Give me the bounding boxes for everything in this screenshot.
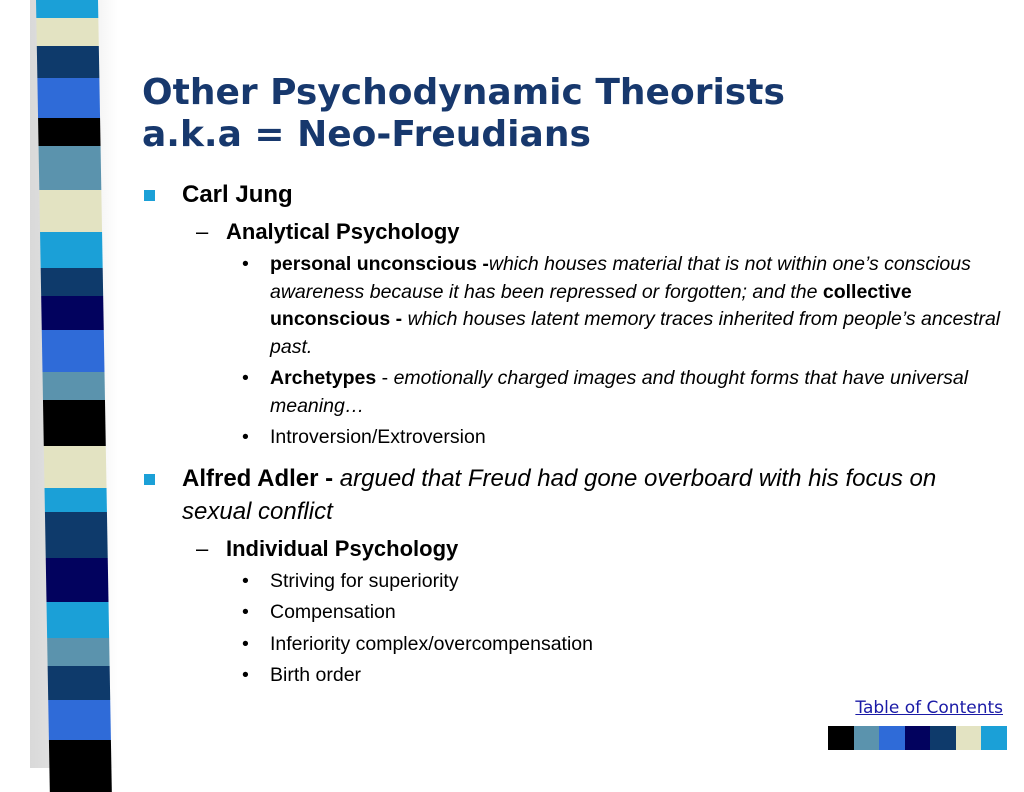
color-swatch bbox=[828, 726, 854, 750]
title-line-1: Other Psychodynamic Theorists bbox=[142, 72, 785, 113]
dash-bullet-icon: – bbox=[196, 219, 209, 244]
stripe-block bbox=[39, 190, 102, 232]
stripe-block bbox=[45, 512, 108, 558]
dot-bullet-icon: • bbox=[242, 664, 249, 686]
list-item bbox=[142, 631, 1002, 659]
archetypes-separator: - bbox=[376, 367, 394, 389]
point-unconscious bbox=[142, 251, 1002, 361]
archetypes-term: Archetypes bbox=[270, 367, 377, 389]
stripe-block bbox=[37, 46, 100, 78]
decorative-stripe bbox=[0, 0, 120, 768]
jung-name: Carl Jung bbox=[182, 181, 293, 208]
personal-unconscious-term: personal unconscious - bbox=[270, 253, 489, 275]
adler-theory: Individual Psychology bbox=[226, 535, 459, 561]
dash-bullet-icon: – bbox=[196, 535, 209, 561]
square-bullet-icon bbox=[144, 190, 155, 201]
stripe-block bbox=[42, 330, 105, 372]
list-item bbox=[142, 568, 1002, 596]
color-swatch bbox=[956, 726, 982, 750]
stripe-block bbox=[47, 638, 109, 666]
dot-bullet-icon: • bbox=[242, 601, 249, 623]
stripe-block bbox=[38, 118, 100, 146]
collective-unconscious-term: collective unconscious - bbox=[270, 280, 912, 330]
jung-theory: Analytical Psychology bbox=[226, 219, 460, 244]
dot-bullet-icon: • bbox=[242, 426, 249, 448]
dot-bullet-icon: • bbox=[242, 253, 249, 275]
personal-unconscious-desc: which houses material that is not within one’s conscious awareness because it has been repressed or forgotten; and the bbox=[270, 253, 971, 303]
adler-item-text: Birth order bbox=[270, 664, 362, 686]
color-swatch bbox=[930, 726, 956, 750]
bullet-alfred-adler bbox=[142, 462, 1002, 528]
adler-name: Alfred Adler - bbox=[182, 464, 340, 492]
stripe-block bbox=[43, 400, 106, 446]
introversion-text: Introversion/Extroversion bbox=[270, 426, 486, 448]
slide-title bbox=[142, 72, 785, 156]
bullet-carl-jung bbox=[142, 178, 1002, 211]
color-swatch bbox=[981, 726, 1007, 750]
stripe-block bbox=[49, 740, 112, 792]
adler-item-text: Compensation bbox=[270, 601, 396, 623]
stripe-block bbox=[36, 0, 98, 18]
dot-bullet-icon: • bbox=[242, 569, 249, 592]
stripe-block bbox=[41, 268, 103, 296]
stripe-block bbox=[41, 296, 104, 330]
adler-item-text: Striving for superiority bbox=[270, 569, 459, 592]
stripe-block bbox=[45, 488, 107, 512]
square-bullet-icon bbox=[144, 474, 155, 485]
title-line-2: a.k.a = Neo-Freudians bbox=[142, 114, 591, 155]
archetypes-desc: emotionally charged images and thought forms that have universal meaning… bbox=[270, 367, 969, 417]
sub-bullet-analytical bbox=[142, 217, 1002, 247]
stripe-block bbox=[39, 146, 102, 190]
point-archetypes bbox=[142, 365, 1002, 420]
point-introversion bbox=[142, 424, 1002, 452]
stripe-block bbox=[42, 372, 104, 400]
stripe-block bbox=[47, 602, 110, 638]
stripe-block bbox=[48, 666, 111, 700]
color-swatch bbox=[879, 726, 905, 750]
color-swatch bbox=[854, 726, 880, 750]
color-swatch bbox=[905, 726, 931, 750]
collective-unconscious-desc: which houses latent memory traces inherited from people’s ancestral past. bbox=[270, 308, 1001, 358]
list-item bbox=[142, 599, 1002, 627]
stripe-block bbox=[36, 18, 98, 46]
table-of-contents-link[interactable]: Table of Contents bbox=[855, 698, 1003, 718]
stripe-block bbox=[44, 446, 107, 488]
color-swatch-bar bbox=[828, 726, 1007, 750]
stripe-block bbox=[48, 700, 111, 740]
stripe-block bbox=[37, 78, 100, 118]
adler-desc: argued that Freud had gone overboard with his focus on sexual conflict bbox=[182, 464, 937, 525]
sub-bullet-individual bbox=[142, 534, 1002, 564]
stripe-block bbox=[46, 558, 109, 602]
stripe-block bbox=[40, 232, 103, 268]
dot-bullet-icon: • bbox=[242, 367, 249, 389]
adler-item-text: Inferiority complex/overcompensation bbox=[270, 632, 593, 655]
dot-bullet-icon: • bbox=[242, 632, 249, 655]
slide-body bbox=[142, 178, 1002, 694]
list-item bbox=[142, 662, 1002, 690]
